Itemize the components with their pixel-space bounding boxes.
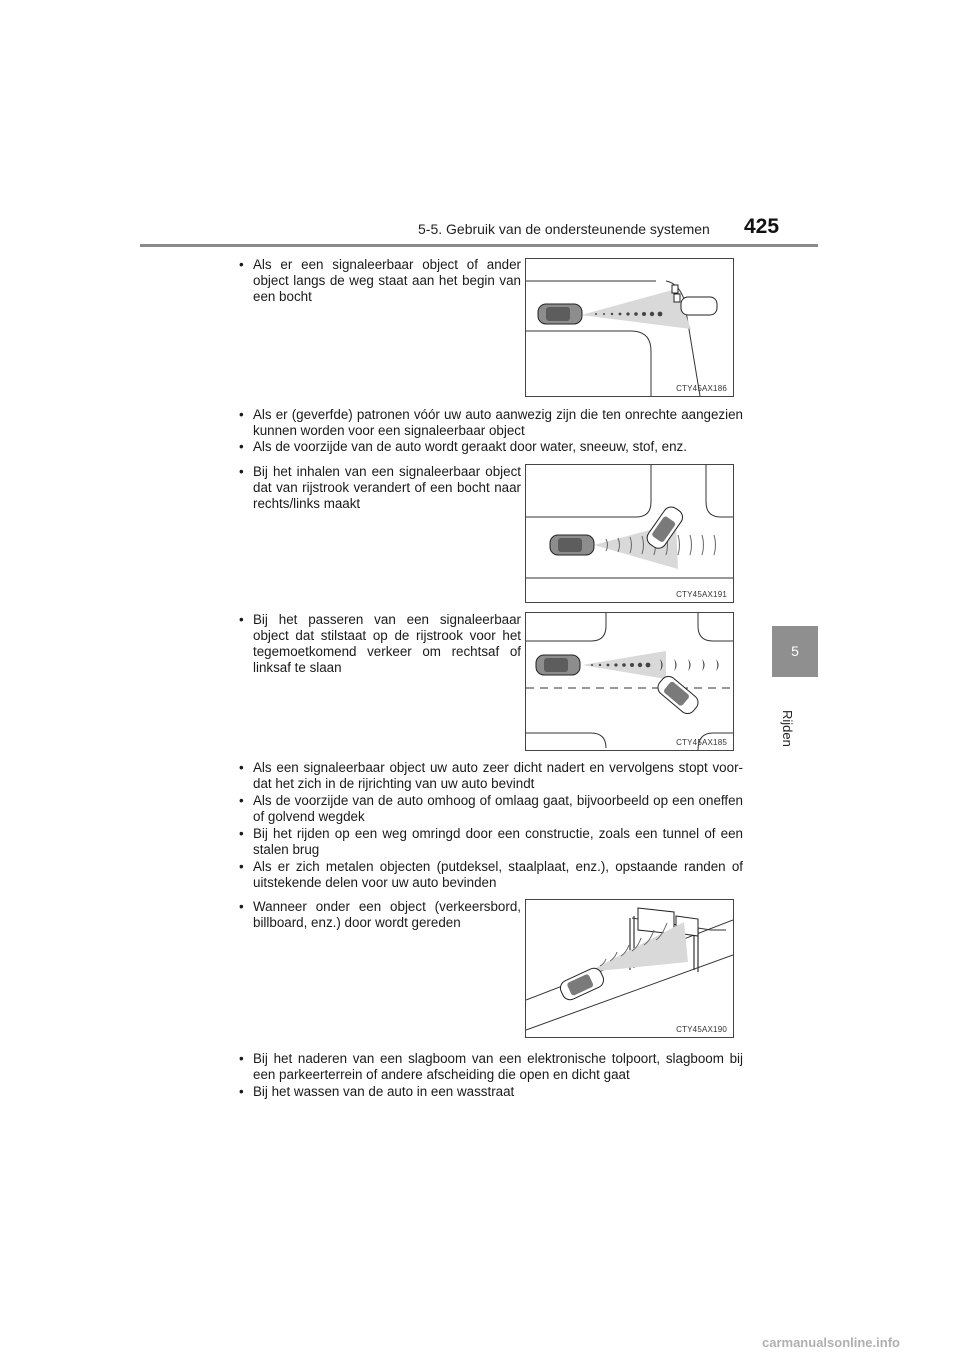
header-section-title: 5-5. Gebruik van de ondersteunende systemen (418, 221, 710, 237)
figure-code: CTY45AX190 (676, 1025, 727, 1034)
list-item: • Als er zich metalen objecten (putdeksel, staalplaat, enz.), opstaande randen of uitstekende delen voor uw auto bevinden (237, 859, 743, 891)
list-item: • Bij het naderen van een slagboom van een elektronische tolpoort, slagboom bij een parkeerterrein of andere afscheiding die open en dicht gaat (237, 1051, 743, 1083)
watermark: carmanualsonline.info (762, 1335, 900, 1350)
list-item: • Bij het wassen van de auto in een wasstraat (237, 1084, 743, 1100)
page-number: 425 (744, 215, 780, 238)
figure-code: CTY45AX191 (676, 590, 727, 599)
list-item: • Als een signaleerbaar object uw auto zeer dicht nadert en vervolgens stopt voor-dat het zich in de rijrichting van uw auto bevindt (237, 760, 743, 792)
figure-overhead-sign (525, 899, 734, 1038)
figure-code: CTY45AX185 (676, 738, 727, 747)
list-item: • Als de voorzijde van de auto omhoog of omlaag gaat, bijvoorbeeld op een oneffen of golvend wegdek (237, 793, 743, 825)
chapter-tab (772, 626, 818, 677)
header-rule (140, 244, 818, 247)
list-item: • Als er een signaleerbaar object of ander object langs de weg staat aan het begin van een bocht (237, 257, 521, 305)
list-item: • Bij het rijden op een weg omringd door een constructie, zoals een tunnel of een stalen brug (237, 826, 743, 858)
list-item: • Als de voorzijde van de auto wordt geraakt door water, sneeuw, stof, enz. (237, 439, 743, 455)
chapter-number: 5 (791, 643, 799, 659)
figure-curve-roadside-object (525, 258, 734, 397)
figure-overtaking-lane-change (525, 464, 734, 603)
list-item: • Bij het passeren van een signaleerbaar object dat stilstaat op de rijstrook voor het tegemoetkomend verkeer om rechtsaf of linksaf te slaan (237, 612, 521, 676)
figure-passing-turning-object (525, 612, 734, 751)
list-item: • Wanneer onder een object (verkeersbord, billboard, enz.) door wordt gereden (237, 899, 521, 931)
list-item: • Bij het inhalen van een signaleerbaar object dat van rijstrook verandert of een bocht naar rechts/links maakt (237, 464, 521, 512)
chapter-label: Rijden (780, 710, 795, 747)
list-item: • Als er (geverfde) patronen vóór uw auto aanwezig zijn die ten onrechte aangezien kunnen worden voor een signaleerbaar object (237, 407, 743, 439)
figure-code: CTY45AX186 (676, 384, 727, 393)
